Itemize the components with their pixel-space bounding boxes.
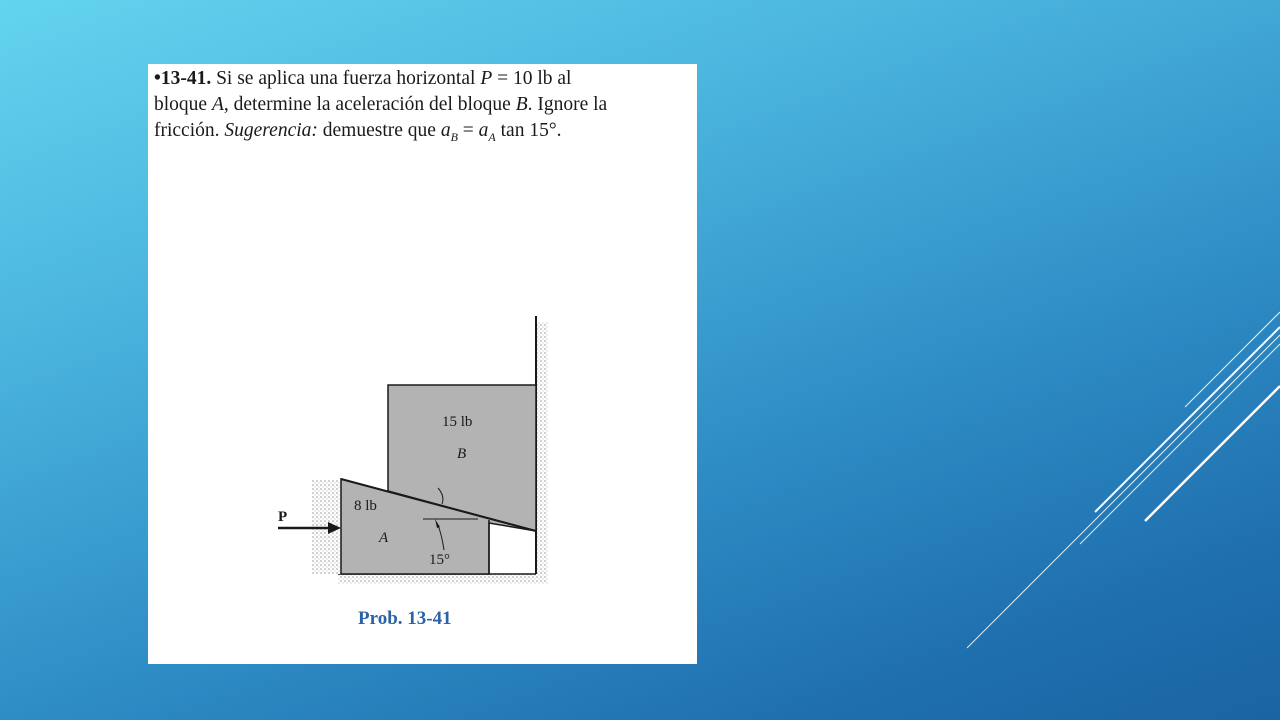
wall-hatching [536,322,548,574]
problem-line-3: fricción. Sugerencia: demuestre que $a_B = a_A$ tan 15°. [154,120,562,144]
force-label: P [278,509,288,525]
block-b-weight: 15 lb [442,414,473,430]
floor-hatching [338,574,548,584]
problem-image [148,64,697,664]
block-b-label: B [457,446,467,462]
angle-label: 15° [429,552,450,568]
problem-line-2: bloque A, determine la aceleración del bloque B. Ignore la [154,94,608,115]
hint-label: Sugerencia: [224,120,318,141]
block-a-label: A [379,530,389,546]
problem-number: •13-41. [154,68,212,89]
wedge-diagram [148,64,697,664]
figure-caption: Prob. 13-41 [358,608,452,629]
block-a-weight: 8 lb [354,498,377,514]
problem-line-1: •13-41. Si se aplica una fuerza horizontal P = 10 lb al [154,68,572,89]
